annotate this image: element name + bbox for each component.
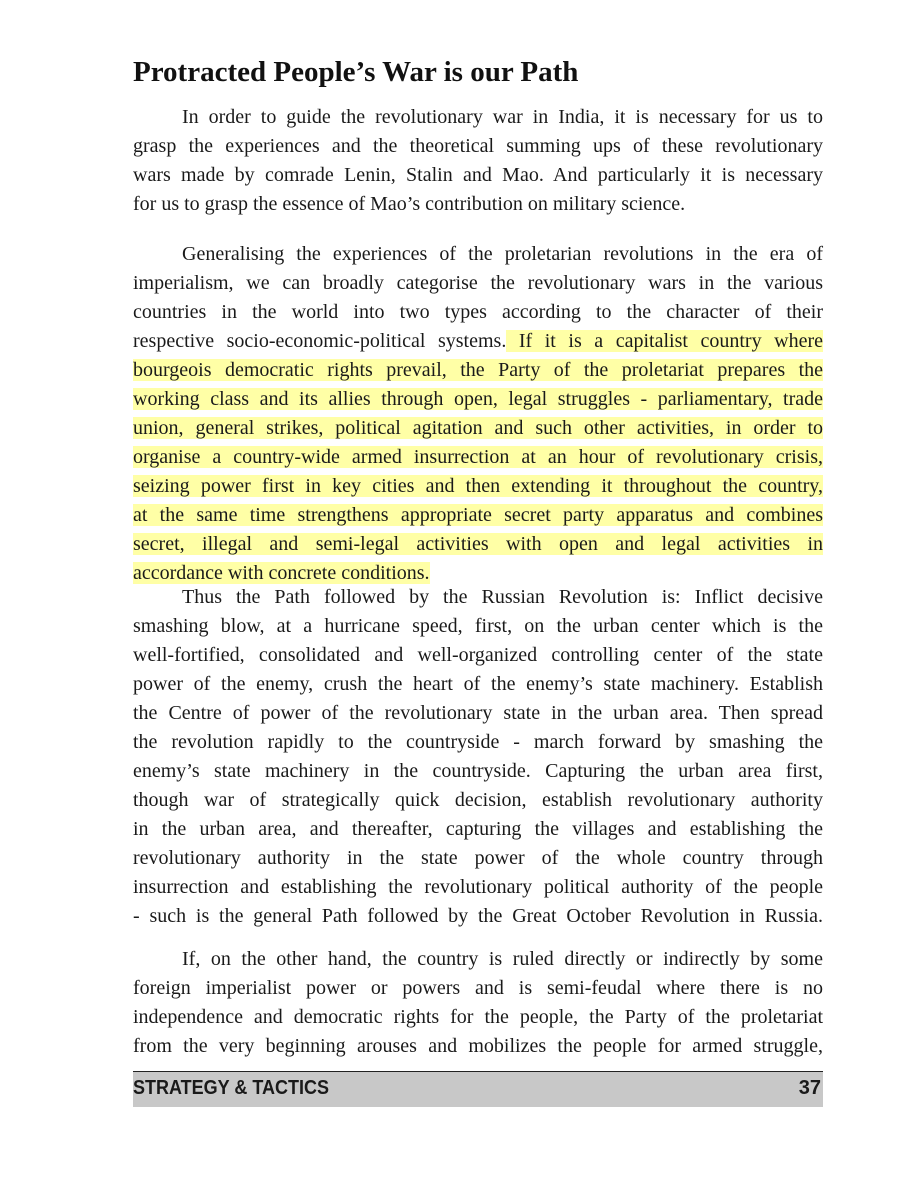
text-line xyxy=(133,414,823,443)
text-line xyxy=(133,1032,823,1061)
text-line xyxy=(133,443,823,472)
text-line xyxy=(133,298,823,327)
text-span: power of the enemy, crush the heart of the enemy’s state machinery. Establish xyxy=(133,673,823,695)
text-line xyxy=(133,945,823,974)
text-span: If, on the other hand, the country is ruled directly or indirectly by some xyxy=(182,948,823,970)
highlighted-text: union, general strikes, political agitation and such other activities, in order to xyxy=(133,417,823,439)
text-span: from the very beginning arouses and mobilizes the people for armed struggle, xyxy=(133,1035,823,1057)
text-line xyxy=(133,670,823,699)
text-span: wars made by comrade Lenin, Stalin and Mao. And particularly it is necessary xyxy=(133,164,823,186)
text-line xyxy=(133,641,823,670)
highlighted-text: secret, illegal and semi-legal activities with open and legal activities in xyxy=(133,533,823,555)
highlighted-text: organise a country-wide armed insurrection at an hour of revolutionary crisis, xyxy=(133,446,823,468)
text-line xyxy=(133,190,823,219)
text-line xyxy=(133,612,823,641)
text-line xyxy=(133,786,823,815)
text-line xyxy=(133,728,823,757)
text-line xyxy=(133,161,823,190)
highlighted-text: bourgeois democratic rights prevail, the Party of the proletariat prepares the xyxy=(133,359,823,381)
text-line xyxy=(133,902,823,931)
text-span: insurrection and establishing the revolutionary political authority of the people xyxy=(133,876,823,898)
text-span: Thus the Path followed by the Russian Revolution is: Inflict decisive xyxy=(182,586,823,608)
text-span: Generalising the experiences of the proletarian revolutions in the era of xyxy=(182,243,823,265)
text-span: respective socio-economic-political systems. xyxy=(133,330,507,352)
text-span: for us to grasp the essence of Mao’s contribution on military science. xyxy=(133,193,686,215)
text-span: the Centre of power of the revolutionary state in the urban area. Then spread xyxy=(133,702,823,724)
text-line xyxy=(133,530,823,559)
text-line xyxy=(133,132,823,161)
text-span: grasp the experiences and the theoretical summing ups of these revolutionary xyxy=(133,135,823,157)
text-line xyxy=(133,1003,823,1032)
text-line xyxy=(133,815,823,844)
text-span: - such is the general Path followed by the Great October Revolution in Russia. xyxy=(133,905,823,927)
text-span: enemy’s state machinery in the countryside. Capturing the urban area first, xyxy=(133,760,823,782)
text-line xyxy=(133,583,823,612)
text-span: revolutionary authority in the state power of the whole country through xyxy=(133,847,823,869)
text-span: countries in the world into two types according to the character of their xyxy=(133,301,823,323)
highlighted-text: seizing power first in key cities and then extending it throughout the country, xyxy=(133,475,823,497)
text-span: imperialism, we can broadly categorise the revolutionary wars in the various xyxy=(133,272,823,294)
page-number: 37 xyxy=(798,1077,821,1099)
text-line xyxy=(133,974,823,1003)
highlighted-text: at the same time strengthens appropriate secret party apparatus and combines xyxy=(133,504,823,526)
text-span: in the urban area, and thereafter, capturing the villages and establishing the xyxy=(133,818,823,840)
highlighted-text: If it is a capitalist country where xyxy=(506,330,823,352)
text-line xyxy=(133,501,823,530)
highlighted-text: working class and its allies through open, legal struggles - parliamentary, trade xyxy=(133,388,823,410)
document-page xyxy=(133,0,823,1200)
text-line xyxy=(133,699,823,728)
text-line xyxy=(133,240,823,269)
text-span: independence and democratic rights for the people, the Party of the proletariat xyxy=(133,1006,823,1028)
text-line xyxy=(133,844,823,873)
text-span: In order to guide the revolutionary war in India, it is necessary for us to xyxy=(182,106,823,128)
text-span: though war of strategically quick decision, establish revolutionary authority xyxy=(133,789,823,811)
text-line xyxy=(133,103,823,132)
text-span: well-fortified, consolidated and well-organized controlling center of the state xyxy=(133,644,823,666)
text-span: the revolution rapidly to the countryside - march forward by smashing the xyxy=(133,731,823,753)
text-line xyxy=(133,757,823,786)
text-line xyxy=(133,327,823,356)
section-heading: Protracted People’s War is our Path xyxy=(133,56,579,88)
text-line xyxy=(133,269,823,298)
text-span: smashing blow, at a hurricane speed, first, on the urban center which is the xyxy=(133,615,823,637)
text-span: foreign imperialist power or powers and is semi-feudal where there is no xyxy=(133,977,823,999)
footer-title: STRATEGY & TACTICS xyxy=(133,1077,330,1099)
text-line xyxy=(133,385,823,414)
text-line xyxy=(133,472,823,501)
text-line xyxy=(133,873,823,902)
text-line xyxy=(133,356,823,385)
highlighted-text: accordance with concrete conditions. xyxy=(133,562,430,584)
page-footer xyxy=(133,1071,823,1107)
